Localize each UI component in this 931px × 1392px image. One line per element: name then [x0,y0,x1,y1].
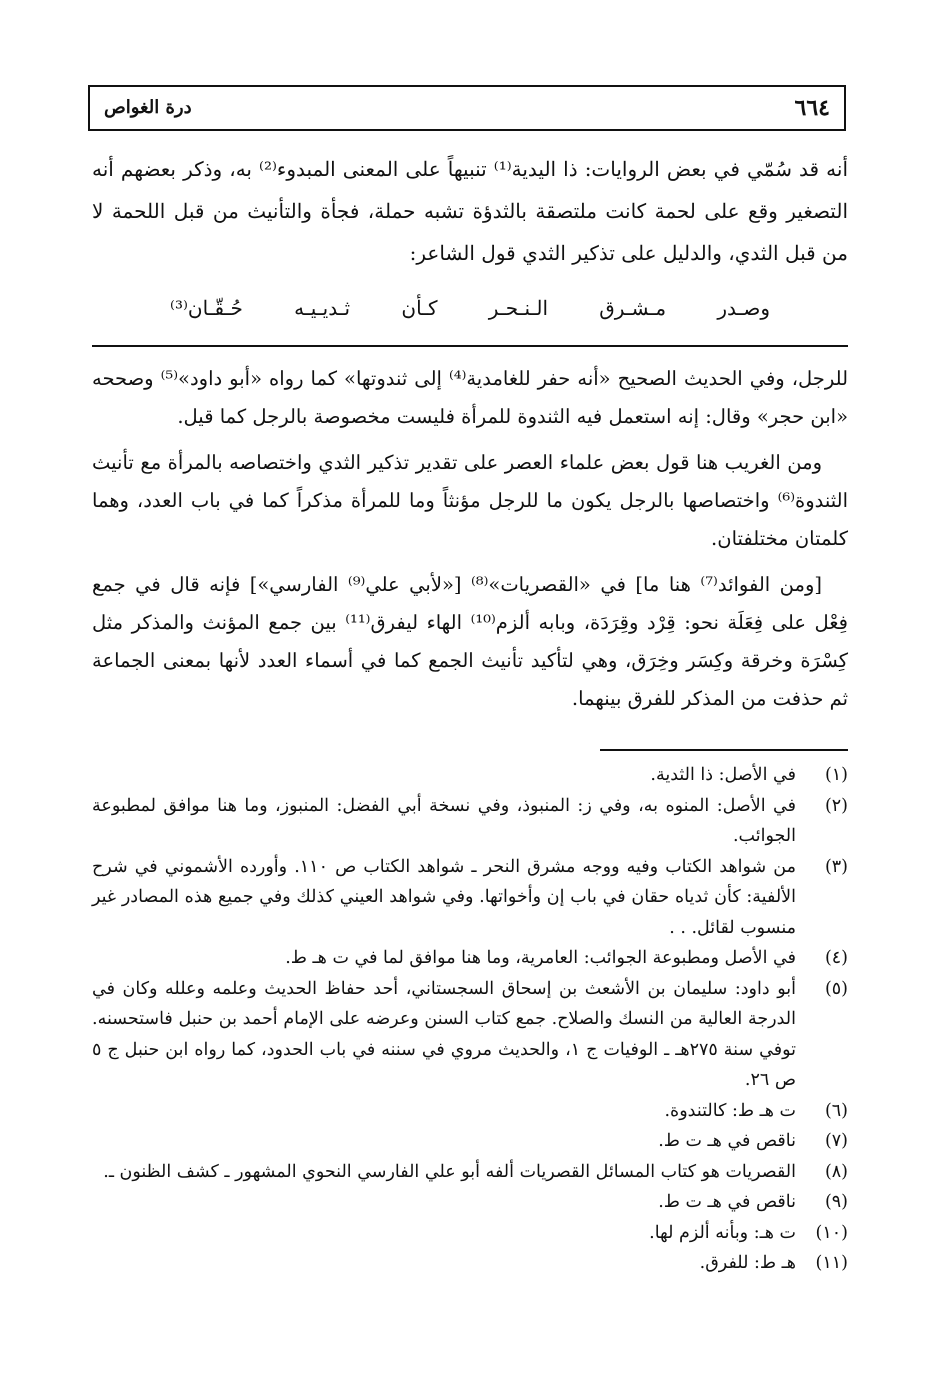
verse-word: كـأن [401,296,438,320]
footnote-number: (٨) [824,1161,848,1182]
footnote [92,852,848,944]
paragraph: [ومن الفوائد⁽⁷⁾ هنا ما] في «القصريات»⁽⁸⁾ [«لأبي علي⁽⁹⁾ الفارسي»] فإنه قال في جمع فِعْل على فِعَلَة نحو: قِرْد وقِرَدَة، وبابه ألزم⁽¹⁰⁾ الهاء ليفرق⁽¹¹⁾ بين جمع المؤنث والمذكر مثل كِسْرَة وخرقة وكِسَر وخِرَق، وهي لتأكيد تأنيث الجمع كما في أسماء العدد لأنها بمعنى الجماعة ثم حذفت من المذكر للفرق بينهما. [92,573,848,710]
footnote-text: في الأصل: ذا الثدية. [650,765,796,785]
footnote-number: (٩) [824,1192,848,1212]
book-title: درة الغواص [104,97,192,118]
footnote-number: (٢) [824,795,848,816]
page-number: ٦٦٤ [794,95,830,121]
verse-word: حُـقّـان⁽³⁾ [170,296,243,320]
footnote-number: (٣) [824,856,848,877]
footnote-number: (١١) [815,1253,848,1273]
footnote-text: في الأصل ومطبوعة الجوائب: العامرية، وما هنا موافق لما في ت هـ ط. [285,948,796,968]
footnote [92,1157,848,1188]
footnote-text: القصريات هو كتاب المسائل القصريات ألفه أبو علي الفارسي النحوي المشهور ـ كشف الظنون ـ. [103,1161,796,1182]
footnote-text: ناقص في هـ ت ط. [658,1131,796,1151]
footnote [92,1126,848,1157]
footnote-number: (١٠) [815,1222,848,1243]
footnote-text: ت هـ ط: كالتندوة. [664,1100,796,1121]
footnote-number: (٥) [824,978,848,999]
footnote-text: ناقص في هـ ت ط. [658,1192,796,1212]
continued-text [92,360,848,718]
verse-word: الـنـحـر [488,296,549,320]
footnote [92,974,848,1096]
footnote [92,943,848,974]
paragraph: ومن الغريب هنا قول بعض علماء العصر على تقدير تذكير الثدي واختصاصه بالمرأة مع تأنيث الثندوة⁽⁶⁾ واختصاصها بالرجل يكون ما للرجل مؤنثاً وما للمرأة مذكراً كما في باب العدد، وهما كلمتان مختلفتان. [92,451,848,550]
footnotes [92,760,848,1279]
main-text [92,148,848,274]
footnote [92,760,848,791]
running-header [88,85,846,131]
footnote-text: من شواهد الكتاب وفيه ووجه مشرق النحر ـ شواهد الكتاب ص ١١٠. وأورده الأشموني في شرح الألفية: كأن ثدياه حقان في باب إن وأخواتها. وفي شواهد العيني كذلك وفي جميع هذه المصادر غير منسوب لقائل. . . [92,856,796,938]
verse-word: مـشـرق [599,296,667,320]
footnote-divider [600,749,848,751]
footnote-number: (١) [824,765,848,785]
main-paragraph: أنه قد سُمّي في بعض الروايات: ذا اليدية⁽¹⁾ تنبيهاً على المعنى المبدوء⁽²⁾ به، وذكر بعضهم أنه التصغير وقع على لحمة كانت ملتصقة بالثدؤة تشبه حملة، فجأة والتأنيث من قبل اللحمة لا من قبل الثدي، والدليل على تذكير الثدي قول الشاعر: [92,157,848,265]
footnote [92,1218,848,1249]
footnote-number: (٤) [824,948,848,968]
paragraph: للرجل، وفي الحديث الصحيح «أنه حفر للغامدية⁽⁴⁾ إلى ثندوتها» كما رواه «أبو داود»⁽⁵⁾ وصححه «ابن حجر» وقال: إنه استعمل فيه الثندوة للمرأة فليست مخصوصة بالرجل كما قيل. [92,367,849,428]
footnote-text: في الأصل: المنوه به، وفي ز: المنبوذ، وفي نسخة أبي الفضل: المنبوز، وما هنا موافق لمطبوعة الجوائب. [92,795,796,846]
footnote-text: أبو داود: سليمان بن الأشعث بن إسحاق السجستاني، أحد حفاظ الحديث وعلمه وعلله وكان في الدرجة العالية من النسك والصلاح. جمع كتاب السنن وعرضه على الإمام أحمد بن حنبل فاستحسنه. توفي سنة ٢٧٥هـ ـ الوفيات ج ١، والحديث مروي في سننه في باب الحدود، كما رواه ابن حنبل ج ٥ ص ٢٦. [92,978,796,1090]
footnote-text: هـ ط: للفرق. [699,1253,796,1273]
verse-word: ثـديـيـه [294,296,351,320]
footnote [92,1187,848,1218]
verse-word: وصـدر [717,296,770,320]
poetry-verse [170,296,770,320]
footnote-number: (٦) [824,1100,848,1121]
footnote [92,791,848,852]
footnote-text: ت هـ: وبأنه ألزم لها. [649,1222,796,1243]
footnote-number: (٧) [824,1131,848,1151]
footnote [92,1096,848,1127]
section-divider [92,345,848,347]
footnote [92,1248,848,1279]
